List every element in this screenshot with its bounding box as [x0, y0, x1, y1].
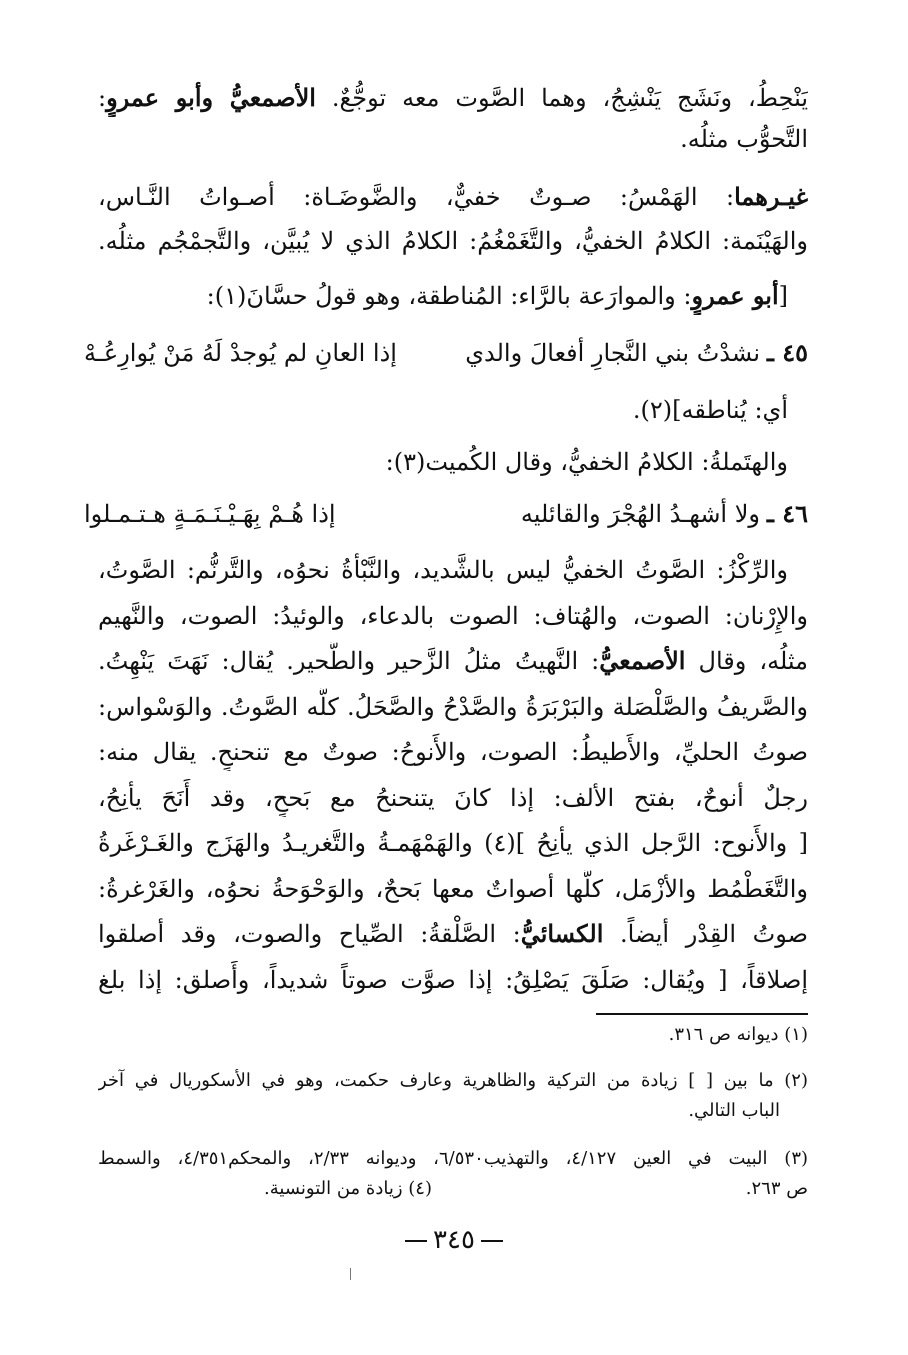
- footnote-2-continued: الباب التالي.: [688, 1100, 780, 1121]
- footnote-separator: [596, 1013, 808, 1015]
- verse-second-hemistich: إذا هُـمْ بِهَـيْـنَـمَـةٍ هـتـمـلوا: [84, 500, 336, 528]
- footnote-4: (٤) زيادة من التونسية.: [264, 1178, 432, 1199]
- text-line: غيـرهما: الهَمْسُ: صـوتٌ خفيٌّ، والضَّوضَـاة: أصـواتُ النَّـاس،: [98, 182, 808, 211]
- footnote-3: (٣) البيت في العين ٤/١٢٧، والتهذيب٦/٥٣٠، وديوانه ٢/٣٣، والمحكم٤/٣٥١، والسمط: [98, 1148, 808, 1169]
- text-line: والهَيْنَمة: الكلامُ الخفيُّ، والتَّغَمْغُمُ: الكلامُ الذي لا يُبيَّن، والتَّجمْجُم مثلُه.: [98, 227, 808, 255]
- text-line: صوتُ الحليِّ، والأَطيطُ: الصوت، والأَنوحُ: صوتٌ مع تنحنحٍ. يقال منه:: [98, 738, 808, 766]
- text-line: صوتُ القِدْر أيضاً. الكسائيُّ: الصَّلْقةُ: الصِّياح والصوت، وقد أصلقوا: [98, 919, 808, 948]
- text-line: والصَّريفُ والصَّلْصَلة والبَرْبَرَةُ والصَّدْحُ والصَّحَلُ. كلُّه الصَّوتُ. والوَسْواس:: [98, 693, 808, 721]
- text-line: أي: يُناطقه](٢).: [632, 396, 788, 424]
- page-number: ٣٤٥: [0, 1222, 908, 1258]
- text-line: إصلاقاً، [ ويُقال: صَلَقَ يَصْلِقُ: إذا صوَّت صوتاً شديداً، وأَصلق: إذا بلغ: [98, 966, 808, 994]
- verse-first-hemistich: ولا أشهـدُ الهُجْرَ والقائليه: [520, 500, 760, 528]
- footnote-2: (٢) ما بين [ ] زيادة من التركية والظاهرية وعارف حكمت، وهو في الأسكوريال في آخر: [98, 1070, 808, 1091]
- text-line: التَّحوُّب مثلُه.: [680, 125, 808, 153]
- scan-mark: [350, 1268, 351, 1280]
- text-line: [ والأَنوح: الرَّجل الذي يأنِحُ ](٤) والهَمْهَمـةُ والتَّغريـدُ والهَزَج والغَـرْغَرةُ: [98, 829, 808, 857]
- text-line: [أبو عمروٍ: والموارَعة بالرَّاء: المُناطقة، وهو قولُ حسَّانَ(١):: [206, 281, 788, 310]
- text-line: يَنْحِطُ، ونَشَج يَنْشِجُ، وهما الصَّوت معه توجُّعٌ. الأصمعيُّ وأبو عمروٍ:: [98, 83, 808, 112]
- text-line: مثلُه، وقال الأصمعيُّ: النَّهيتُ مثلُ الزَّحير والطَّحير. يُقال: نَهَتَ يَنْهِتُ.: [98, 646, 808, 675]
- text-line: والهتَملةُ: الكلامُ الخفيُّ، وقال الكُميت(٣):: [385, 448, 788, 476]
- verse-first-hemistich: نشدْتُ بني النَّجارِ أفعالَ والدي: [465, 339, 760, 367]
- verse-second-hemistich: إذا العانِ لم يُوجدْ لَهُ مَنْ يُوارِعُـهْ: [84, 339, 397, 367]
- text-line: والتَّغَطْمُط والأزْمَل، كلُّها أصواتٌ معها بَححٌ، والوَحْوَحةُ نحوُه، والغَرْغرةُ:: [98, 875, 808, 903]
- verse-number: ٤٥ ـ: [766, 338, 808, 367]
- text-line: والإِرْنان: الصوت، والهُتاف: الصوت بالدعاء، والوئيدُ: الصوت، والنَّهيم: [98, 602, 808, 630]
- verse-number: ٤٦ ـ: [766, 499, 808, 528]
- footnote-3-continued: ص ٢٦٣.: [745, 1178, 808, 1199]
- text-line: والرِّكْزُ: الصَّوتُ الخفيُّ ليس بالشَّديد، والنَّبْأةُ نحوُه، والتَّرنُّم: الصَّوتُ،: [98, 556, 788, 584]
- footnote-1: (١) ديوانه ص ٣١٦.: [668, 1024, 808, 1045]
- text-line: رجلٌ أنوحٌ، بفتح الألف: إذا كانَ يتنحنحُ مع بَححٍ، وقد أَنَحَ يأنِحُ،: [98, 784, 808, 812]
